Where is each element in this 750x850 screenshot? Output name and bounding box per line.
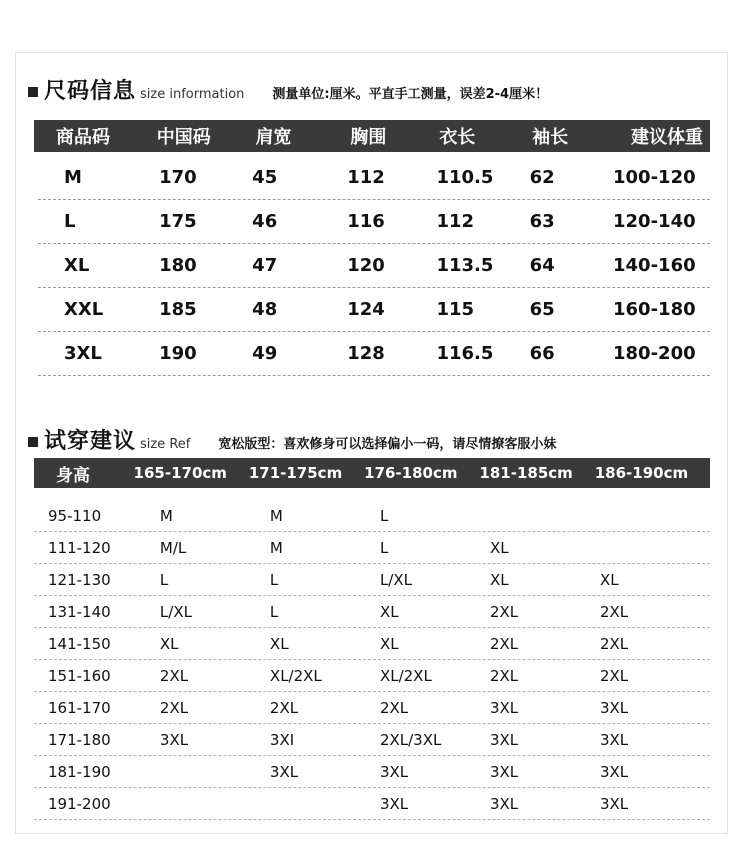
table-row xyxy=(34,692,710,724)
table-cell: 3XL xyxy=(159,730,189,749)
table-cell: 124 xyxy=(347,299,385,320)
column-header: 171-175cm xyxy=(248,464,343,482)
table-cell: 2XL xyxy=(489,634,519,653)
table-cell: L xyxy=(64,211,76,232)
table-cell: 62 xyxy=(529,167,555,188)
table-cell: 100-120 xyxy=(613,167,696,188)
table-cell: 2XL xyxy=(379,698,409,717)
table-cell: 47 xyxy=(252,255,278,276)
size-ref-title: 试穿建议 xyxy=(44,429,137,454)
column-header: 中国码 xyxy=(156,127,211,148)
square-bullet-icon xyxy=(28,87,38,97)
table-cell: XL xyxy=(379,634,399,653)
table-cell: 3XI xyxy=(269,730,295,749)
table-cell: 171-180 xyxy=(48,730,111,749)
table-row xyxy=(34,628,710,660)
table-cell: 160-180 xyxy=(613,299,696,320)
table-cell: 140-160 xyxy=(613,255,696,276)
column-header: 186-190cm xyxy=(594,464,689,482)
table-cell: 63 xyxy=(529,211,555,232)
table-cell: 3XL xyxy=(379,762,409,781)
table-cell: M xyxy=(269,538,283,557)
table-cell: 180 xyxy=(159,255,197,276)
table-cell: XL xyxy=(64,255,90,276)
table-cell: 116.5 xyxy=(436,343,494,364)
table-cell: 2XL xyxy=(159,698,189,717)
table-cell: L xyxy=(269,602,279,621)
table-cell: 112 xyxy=(347,167,385,188)
table-cell: M xyxy=(269,506,283,525)
size-ref-subtitle: size Ref xyxy=(140,437,191,452)
table-cell: XL xyxy=(489,538,509,557)
table-cell: 110.5 xyxy=(436,167,494,188)
table-cell: L xyxy=(379,538,389,557)
size-info-header-row xyxy=(34,120,710,152)
table-cell: 185 xyxy=(159,299,197,320)
table-cell: 120 xyxy=(347,255,385,276)
table-cell: 115 xyxy=(436,299,475,320)
fit-note: 宽松版型：喜欢修身可以选择偏小一码，请尽情撩客服小妹 xyxy=(218,437,557,452)
table-cell: 181-190 xyxy=(48,762,111,781)
table-cell: 3XL xyxy=(489,730,519,749)
table-cell: 116 xyxy=(347,211,385,232)
table-cell: 161-170 xyxy=(48,698,111,717)
table-cell: M xyxy=(64,167,82,188)
table-row xyxy=(34,756,710,788)
table-row xyxy=(34,564,710,596)
table-row xyxy=(38,200,710,244)
table-cell: 3XL xyxy=(599,730,629,749)
table-cell: 170 xyxy=(159,167,197,188)
table-row xyxy=(38,288,710,332)
table-cell: L/XL xyxy=(159,602,192,621)
size-ref-table xyxy=(34,458,710,820)
table-cell: 3XL xyxy=(599,698,629,717)
table-cell: 2XL xyxy=(599,634,629,653)
table-cell: XL/2XL xyxy=(269,666,322,685)
size-info-title: 尺码信息 xyxy=(44,79,137,104)
column-header: 建议体重 xyxy=(630,127,703,148)
table-cell: 180-200 xyxy=(613,343,696,364)
column-header: 身高 xyxy=(56,465,90,486)
table-cell: 2XL/3XL xyxy=(379,730,442,749)
column-header: 衣长 xyxy=(439,127,476,148)
table-cell: 2XL xyxy=(599,602,629,621)
table-cell: XL/2XL xyxy=(379,666,432,685)
square-bullet-icon xyxy=(28,437,38,447)
size-ref-heading xyxy=(28,424,556,455)
table-cell: 65 xyxy=(529,299,555,320)
table-cell: 3XL xyxy=(489,698,519,717)
table-cell: 141-150 xyxy=(48,634,111,653)
table-row xyxy=(34,532,710,564)
table-cell: 95-110 xyxy=(48,506,102,525)
table-cell: XL xyxy=(159,634,179,653)
table-cell: L xyxy=(269,570,279,589)
column-header: 商品码 xyxy=(56,127,110,148)
column-header: 181-185cm xyxy=(479,464,573,482)
table-cell: 120-140 xyxy=(613,211,696,232)
table-cell: 121-130 xyxy=(48,570,111,589)
table-cell: 151-160 xyxy=(48,666,111,685)
column-header: 胸围 xyxy=(350,127,387,148)
table-cell: XL xyxy=(269,634,289,653)
table-cell: 111-120 xyxy=(48,538,111,557)
table-row xyxy=(34,660,710,692)
table-cell: 3XL xyxy=(489,762,519,781)
size-ref-header-row xyxy=(34,458,710,488)
table-cell: 2XL xyxy=(599,666,629,685)
table-cell: 49 xyxy=(252,343,278,364)
table-cell: L xyxy=(159,570,169,589)
table-cell: 2XL xyxy=(269,698,299,717)
table-cell: 3XL xyxy=(599,762,629,781)
table-cell: L/XL xyxy=(379,570,412,589)
table-cell: XL xyxy=(379,602,399,621)
table-row xyxy=(34,724,710,756)
column-header: 肩宽 xyxy=(255,127,292,148)
size-info-table xyxy=(34,120,710,376)
table-cell: 175 xyxy=(159,211,197,232)
table-cell: 45 xyxy=(252,167,278,188)
table-cell: 2XL xyxy=(489,666,519,685)
table-cell: 191-200 xyxy=(48,794,111,813)
table-cell: 3XL xyxy=(269,762,299,781)
table-cell: M xyxy=(159,506,173,525)
column-header: 165-170cm xyxy=(133,464,227,482)
column-header: 176-180cm xyxy=(364,464,458,482)
table-row xyxy=(34,596,710,628)
table-row xyxy=(34,788,710,820)
table-cell: XXL xyxy=(64,299,104,320)
column-header: 袖长 xyxy=(532,127,569,148)
table-row xyxy=(38,332,710,376)
table-cell: 3XL xyxy=(599,794,629,813)
table-cell: L xyxy=(379,506,389,525)
table-row xyxy=(38,156,710,200)
table-cell: 46 xyxy=(252,211,278,232)
size-info-subtitle: size information xyxy=(140,87,245,102)
table-cell: 48 xyxy=(252,299,278,320)
table-cell: 190 xyxy=(159,343,197,364)
table-cell: 2XL xyxy=(159,666,189,685)
table-cell: 2XL xyxy=(489,602,519,621)
table-cell: 112 xyxy=(436,211,475,232)
measurement-note: 测量单位:厘米。平直手工测量，误差2-4厘米！ xyxy=(272,87,549,102)
table-cell: 66 xyxy=(529,343,555,364)
table-cell: XL xyxy=(489,570,509,589)
table-cell: 128 xyxy=(347,343,385,364)
size-info-heading xyxy=(28,74,548,105)
table-cell: M/L xyxy=(159,538,187,557)
table-row xyxy=(38,244,710,288)
table-cell: 131-140 xyxy=(48,602,111,621)
table-cell: 3XL xyxy=(379,794,409,813)
table-cell: 3XL xyxy=(489,794,519,813)
table-cell: XL xyxy=(599,570,619,589)
table-cell: 3XL xyxy=(64,343,102,364)
table-row xyxy=(34,500,710,532)
table-cell: 113.5 xyxy=(436,255,494,276)
table-cell: 64 xyxy=(529,255,555,276)
